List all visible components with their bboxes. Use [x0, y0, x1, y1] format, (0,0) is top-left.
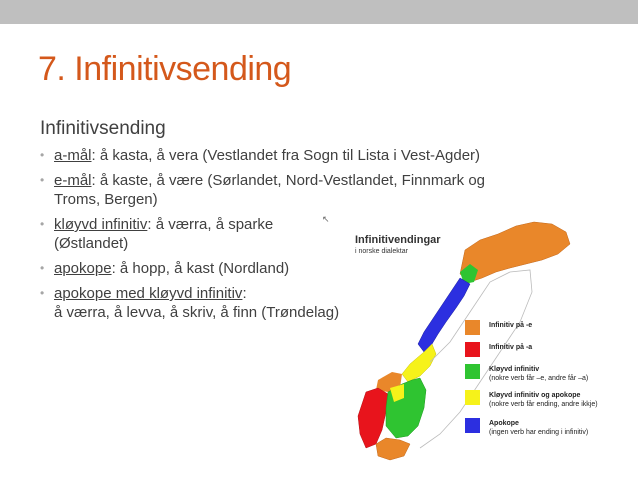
bullet-item — [40, 146, 580, 165]
bullet-text: : å hopp, å kast (Nordland) — [111, 260, 290, 277]
top-bar — [0, 0, 638, 24]
map-region-orange-south — [376, 438, 410, 460]
slide-subtitle: Infinitivsending — [40, 118, 166, 139]
map-region-red — [358, 388, 388, 448]
bullet-item — [40, 171, 580, 209]
legend-swatch — [465, 320, 480, 335]
legend-note: (ingen verb har ending i infinitiv) — [489, 429, 589, 436]
legend-swatch — [465, 364, 480, 379]
legend-note: (nokre verb får –e, andre får –a) — [489, 375, 589, 382]
bullet-text-line2: (Østlandet) — [54, 235, 129, 252]
bullet-text: : å værra, å sparke — [147, 216, 274, 233]
bullet-dot-icon: • — [40, 148, 45, 162]
map-region-blue — [418, 278, 470, 352]
legend-label: Infinitiv på -e — [489, 322, 533, 329]
legend-label: Kløyvd infinitiv og apokope — [489, 392, 581, 399]
bullet-term: kløyvd infinitiv — [54, 216, 148, 233]
legend-label: Kløyvd infinitiv — [489, 366, 540, 373]
map-title: Infinitivendingar — [355, 234, 441, 246]
bullet-dot-icon: • — [40, 261, 45, 275]
legend-swatch — [465, 342, 480, 357]
legend-swatch — [465, 418, 480, 433]
legend-swatch — [465, 390, 480, 405]
mouse-cursor-icon: ↖ — [322, 214, 330, 224]
bullet-dot-icon: • — [40, 173, 45, 187]
bullet-text: : — [242, 285, 247, 302]
bullet-text-line2: Troms, Bergen) — [54, 191, 158, 208]
bullet-term: apokope med kløyvd infinitiv — [54, 285, 243, 302]
map-region-yellow — [402, 344, 436, 382]
bullet-text-line2: å værra, å levva, å skriv, å finn (Trøndelag) — [54, 304, 340, 321]
slide-title: 7. Infinitivsending — [38, 50, 292, 88]
bullet-term: e-mål — [54, 172, 92, 189]
bullet-term: a-mål — [54, 147, 92, 164]
map-subtitle: i norske dialektar — [355, 248, 408, 255]
bullet-dot-icon: • — [40, 286, 45, 300]
bullet-text: : å kaste, å være (Sørlandet, Nord-Vestlandet, Finnmark og — [91, 172, 486, 189]
bullet-dot-icon: • — [40, 217, 45, 231]
legend-label: Apokope — [489, 420, 519, 427]
legend-label: Infinitiv på -a — [489, 344, 533, 351]
bullet-text: : å kasta, å vera (Vestlandet fra Sogn til Lista i Vest-Agder) — [91, 147, 481, 164]
legend-note: (nokre verb får ending, andre ikkje) — [489, 401, 598, 408]
bullet-term: apokope — [54, 260, 112, 277]
